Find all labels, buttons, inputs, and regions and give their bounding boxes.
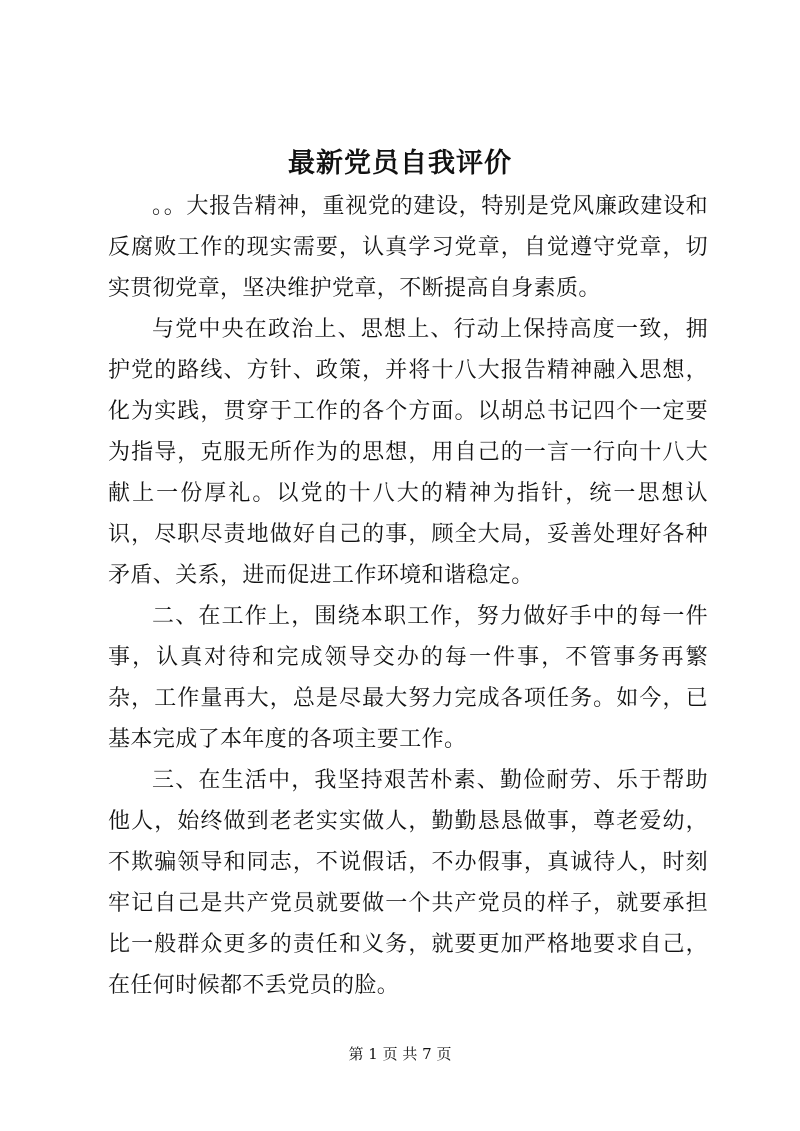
paragraph-2: 与党中央在政治上、思想上、行动上保持高度一致，拥护党的路线、方针、政策，并将十八大报告精神融入思想，化为实践，贯穿于工作的各个方面。以胡总书记四个一定要为指导，克服无所作为的思想，用自己的一言一行向十八大献上一份厚礼。以党的十八大的精神为指针，统一思想认识，尽职尽责地做好自己的事，顾全大局，妥善处理好各种矛盾、关系，进而促进工作环境和谐稳定。 <box>108 317 708 588</box>
paragraph-4: 三、在生活中，我坚持艰苦朴素、勤俭耐劳、乐于帮助他人，始终做到老老实实做人，勤勤恳恳做事，尊老爱幼，不欺骗领导和同志，不说假话，不办假事，真诚待人，时刻牢记自己是共产党员就要做一个共产党员的样子，就要承担比一般群众更多的责任和义务，就要更加严格地要求自己，在任何时候都不丢党员的脸。 <box>108 768 708 998</box>
paragraph-1: 。。大报告精神，重视党的建设，特别是党风廉政建设和反腐败工作的现实需要，认真学习党章，自觉遵守党章，切实贯彻党章，坚决维护党章，不断提高自身素质。 <box>108 194 708 301</box>
paragraph-3: 二、在工作上，围绕本职工作，努力做好手中的每一件事，认真对待和完成领导交办的每一件事，不管事务再繁杂，工作量再大，总是尽最大努力完成各项任务。如今，已基本完成了本年度的各项主要工作。 <box>108 604 708 752</box>
document-body <box>108 186 708 1006</box>
page-number-footer: 第 1 页 共 7 页 <box>348 1045 452 1063</box>
document-title: 最新党员自我评价 <box>288 148 512 179</box>
